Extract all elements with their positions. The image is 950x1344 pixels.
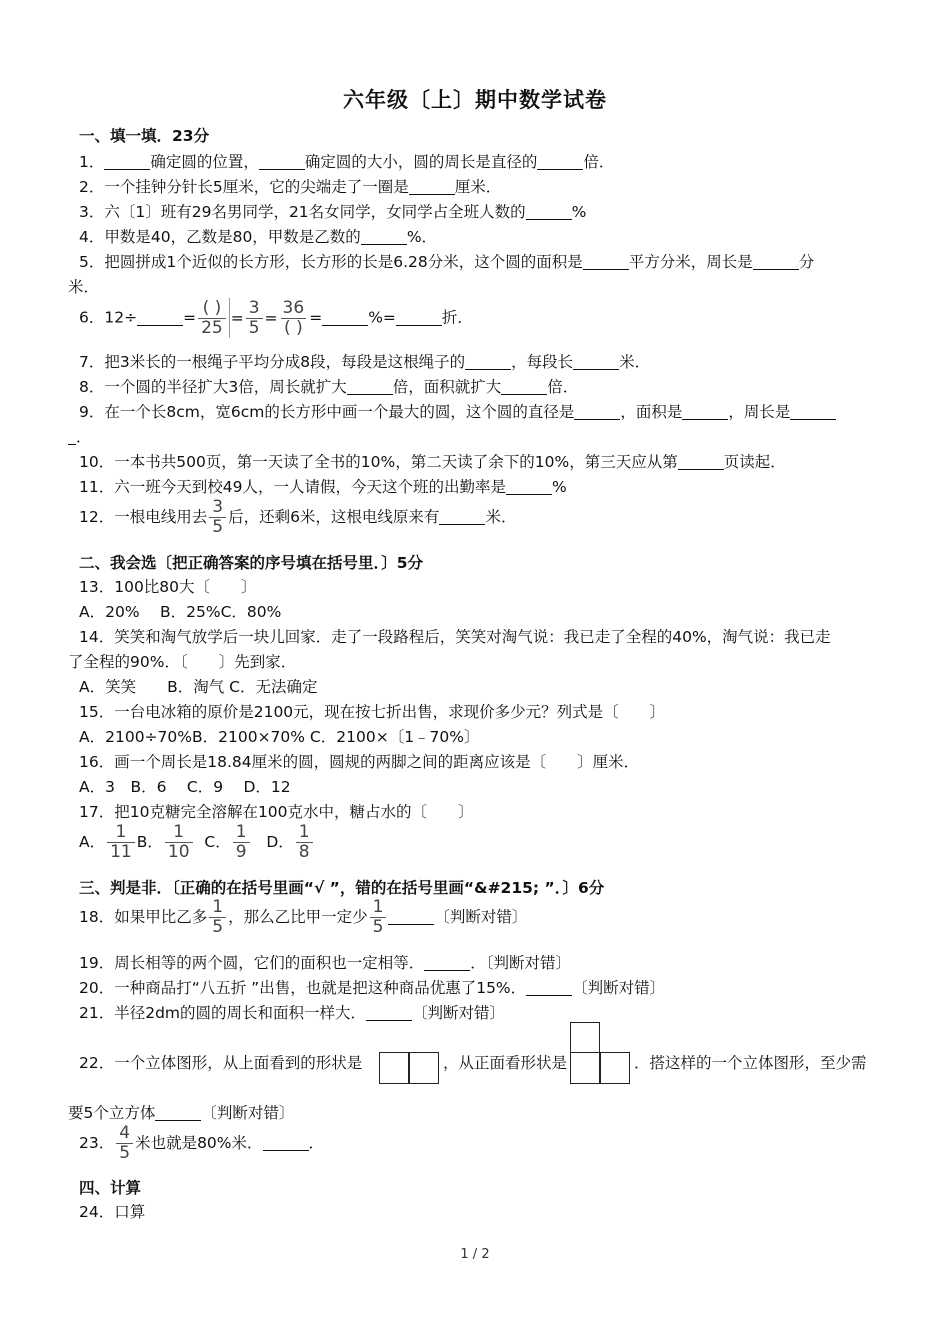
q8-text: 8．一个圆的半径扩大3倍，周长就扩大	[79, 378, 347, 396]
q10-text: 10．一本书共500页，第一天读了全书的10%，第二天读了余下的10%，第三天应从第	[79, 453, 678, 471]
answer-blank[interactable]	[155, 1105, 201, 1122]
question-9	[79, 400, 836, 422]
answer-blank[interactable]	[366, 1005, 412, 1022]
fraction	[209, 498, 226, 537]
q22-cont-text: 要5个立方体	[68, 1104, 156, 1122]
question-11	[79, 475, 567, 497]
q6-unit: 折．	[441, 308, 473, 327]
top-view-cell	[379, 1052, 409, 1084]
q8-text-mid: 倍，面积就扩大	[392, 378, 502, 396]
option-b-label: B．	[136, 833, 163, 851]
q9-text-mid1: ，面积是	[620, 403, 683, 421]
q12-text: 12．一根电线用去	[79, 508, 208, 526]
answer-blank[interactable]	[439, 509, 485, 526]
answer-blank[interactable]	[396, 309, 442, 326]
numerator: 1	[372, 897, 384, 917]
question-22-cont	[68, 1101, 294, 1123]
q3-text: 3．六〔1〕班有29名男同学，21名女同学，女同学占全班人数的	[79, 203, 526, 221]
judge-hint: 〔判断对错〕	[572, 979, 666, 997]
answer-blank[interactable]	[137, 309, 183, 326]
q7-text: 7．把3米长的一根绳子平均分成8段，每段是这根绳子的	[79, 353, 466, 371]
option-c-label: C．	[204, 833, 231, 851]
q23-prefix: 23．	[79, 1134, 115, 1152]
equals-sign: =	[264, 309, 278, 327]
fraction	[116, 1124, 133, 1163]
question-13: 13．100比80大〔 〕	[79, 578, 257, 596]
option-d-label: D．	[266, 833, 294, 851]
answer-blank[interactable]	[678, 454, 724, 471]
q5-text: 5．把圆拼成1个近似的长方形，长方形的长是6.28分米，这个圆的面积是	[79, 253, 583, 271]
denominator: 5	[116, 1143, 133, 1163]
numerator: 1	[298, 822, 310, 842]
denominator: 5	[370, 917, 387, 937]
answer-blank[interactable]	[104, 154, 150, 171]
equals-sign: =	[309, 308, 323, 327]
q1-text-b: 确定圆的大小，圆的周长是直径的	[304, 153, 538, 171]
top-view-cell	[409, 1052, 439, 1084]
q22-text-c: ．搭这样的一个立体图形，至少需	[634, 1054, 867, 1072]
numerator: 36	[282, 297, 305, 318]
question-21	[79, 1001, 505, 1023]
fraction	[246, 299, 263, 338]
q10-text-end: 页读起．	[723, 453, 786, 471]
answer-blank[interactable]	[68, 429, 76, 446]
denominator: 5	[209, 917, 226, 937]
denominator: ( )	[281, 318, 306, 338]
answer-blank[interactable]	[424, 955, 470, 972]
q12-text-mid: 后，还剩6米，这根电线原来有	[228, 508, 440, 526]
answer-blank[interactable]	[682, 404, 728, 421]
q23-end: ．	[308, 1134, 325, 1152]
question-5-cont: 米．	[68, 278, 100, 296]
question-8	[79, 375, 578, 397]
q1-prefix: 1．	[79, 153, 105, 171]
question-12	[79, 498, 516, 537]
question-16-options: A．3 B．6 C．9 D．12	[79, 778, 291, 796]
numerator: 1	[173, 822, 185, 842]
question-17: 17．把10克糖完全溶解在100克水中，糖占水的〔 〕	[79, 803, 474, 821]
equals-sign: =	[230, 309, 244, 327]
percent-sign: %=	[368, 308, 396, 327]
answer-blank[interactable]	[347, 379, 393, 396]
question-15: 15．一台电冰箱的原价是2100元，现在按七折出售，求现价多少元？列式是〔 〕	[79, 703, 666, 721]
numerator: ( )	[202, 297, 222, 318]
q11-text: 11．六一班今天到校49人，一人请假，今天这个班的出勤率是	[79, 478, 506, 496]
answer-blank[interactable]	[361, 229, 407, 246]
q1-text-c: 倍．	[583, 153, 615, 171]
question-5	[79, 250, 814, 272]
q7-unit: 米．	[619, 353, 651, 371]
q18-text-mid: ，那么乙比甲一定少	[228, 908, 368, 926]
question-9-cont	[68, 425, 92, 447]
q20-text: 20．一种商品打“八五折 ”出售，也就是把这种商品优惠了15%．	[79, 979, 527, 997]
answer-blank[interactable]	[259, 154, 305, 171]
question-23	[79, 1124, 324, 1163]
denominator: 9	[233, 842, 250, 862]
section-heading-calc: 四、计算	[79, 1179, 142, 1197]
answer-blank[interactable]	[583, 254, 629, 271]
question-16: 16．画一个周长是18.84厘米的圆，圆规的两脚之间的距离应该是〔 〕厘米．	[79, 753, 640, 771]
q2-unit: 厘米．	[454, 178, 502, 196]
fraction	[296, 823, 313, 862]
answer-blank[interactable]	[574, 404, 620, 421]
answer-blank[interactable]	[537, 154, 583, 171]
q4-unit: %．	[406, 228, 438, 246]
q9-text-mid2: ，周长是	[728, 403, 791, 421]
q6-text: 6．12÷	[79, 308, 138, 327]
numerator: 3	[212, 497, 224, 517]
fraction	[233, 823, 250, 862]
question-17-options	[79, 823, 315, 862]
denominator: 25	[198, 318, 226, 338]
question-18	[79, 898, 527, 937]
fraction	[209, 898, 226, 937]
question-24: 24．口算	[79, 1203, 146, 1221]
q5-text-mid: 平方分米，周长是	[628, 253, 753, 271]
fraction-group	[196, 298, 309, 338]
q11-unit: %	[551, 478, 567, 496]
question-6	[79, 298, 473, 338]
q23-text: 米也就是80%米．	[135, 1134, 263, 1152]
question-19	[79, 951, 571, 973]
denominator: 10	[165, 842, 193, 862]
q4-text: 4．甲数是40，乙数是80，甲数是乙数的	[79, 228, 361, 246]
question-15-options: A．2100÷70%B．2100×70% C．2100×〔1﹣70%〕	[79, 728, 480, 746]
numerator: 1	[235, 822, 247, 842]
front-view-cell	[600, 1052, 630, 1084]
answer-blank[interactable]	[409, 179, 455, 196]
q7-text-mid: ，每段长	[511, 353, 574, 371]
question-14-options: A．笑笑 B．淘气 C．无法确定	[79, 678, 318, 696]
q21-text: 21．半径2dm的圆的周长和面积一样大．	[79, 1004, 367, 1022]
question-14: 14．笑笑和淘气放学后一块儿回家．走了一段路程后，笑笑对淘气说：我已走了全程的40%，淘气说：我已走	[79, 628, 831, 646]
answer-blank[interactable]	[388, 909, 434, 926]
judge-hint: 〔判断对错〕	[434, 908, 528, 926]
question-20	[79, 976, 665, 998]
page-title: 六年级〔上〕期中数学试卷	[343, 88, 607, 112]
q9-end: ．	[76, 428, 92, 446]
answer-blank[interactable]	[263, 1135, 309, 1152]
question-4	[79, 225, 437, 247]
q3-unit: %	[571, 203, 587, 221]
judge-hint: ．〔判断对错〕	[470, 954, 571, 972]
fraction	[107, 823, 135, 862]
answer-blank[interactable]	[573, 354, 619, 371]
question-13-options: A．20% B．25%C．80%	[79, 603, 282, 621]
divider	[229, 298, 230, 338]
question-10	[79, 450, 786, 472]
section-heading-fill: 一、填一填．23分	[79, 127, 210, 145]
q22-text-b: ，从正面看形状是	[443, 1054, 568, 1072]
judge-hint: 〔判断对错〕	[412, 1004, 506, 1022]
numerator: 1	[115, 822, 127, 842]
answer-blank[interactable]	[790, 404, 836, 421]
denominator: 5	[246, 318, 263, 338]
q1-text-a: 确定圆的位置，	[150, 153, 259, 171]
question-2	[79, 175, 501, 197]
q2-text: 2．一个挂钟分针长5厘米，它的尖端走了一圈是	[79, 178, 409, 196]
answer-blank[interactable]	[465, 354, 511, 371]
denominator: 5	[209, 517, 226, 537]
front-view-cell	[570, 1022, 600, 1054]
page-number: 1 / 2	[460, 1247, 490, 1262]
answer-blank[interactable]	[322, 309, 368, 326]
numerator: 3	[248, 297, 260, 318]
denominator: 11	[107, 842, 135, 862]
q12-unit: 米．	[485, 508, 517, 526]
fraction	[198, 299, 226, 338]
q5-unit: 分	[798, 253, 815, 271]
question-3	[79, 200, 586, 222]
answer-blank[interactable]	[526, 980, 572, 997]
numerator: 1	[212, 897, 224, 917]
option-a-label: A．	[79, 833, 106, 851]
section-heading-judge: 三、判是非．〔正确的在括号里画“√ ”，错的在括号里画“&#215; ”．〕6分	[79, 879, 605, 897]
question-7	[79, 350, 650, 372]
fraction	[370, 898, 387, 937]
q19-text: 19．周长相等的两个圆，它们的面积也一定相等．	[79, 954, 425, 972]
q8-unit: 倍．	[547, 378, 579, 396]
question-1	[79, 150, 614, 172]
answer-blank[interactable]	[506, 479, 552, 496]
q18-text: 18．如果甲比乙多	[79, 908, 208, 926]
answer-blank[interactable]	[526, 204, 572, 221]
judge-hint: 〔判断对错〕	[201, 1104, 295, 1122]
question-14-cont: 了全程的90%．〔 〕先到家．	[68, 653, 297, 671]
section-heading-choice: 二、我会选〔把正确答案的序号填在括号里．〕5分	[79, 554, 424, 572]
q22-text-a: 22．一个立体图形，从上面看到的形状是	[79, 1054, 363, 1072]
q9-text: 9．在一个长8cm，宽6cm的长方形中画一个最大的圆，这个圆的直径是	[79, 403, 575, 421]
numerator: 4	[119, 1123, 131, 1143]
answer-blank[interactable]	[501, 379, 547, 396]
answer-blank[interactable]	[753, 254, 799, 271]
denominator: 8	[296, 842, 313, 862]
fraction	[280, 299, 308, 338]
equals-sign: =	[183, 308, 197, 327]
fraction	[165, 823, 193, 862]
front-view-cell	[570, 1052, 600, 1084]
